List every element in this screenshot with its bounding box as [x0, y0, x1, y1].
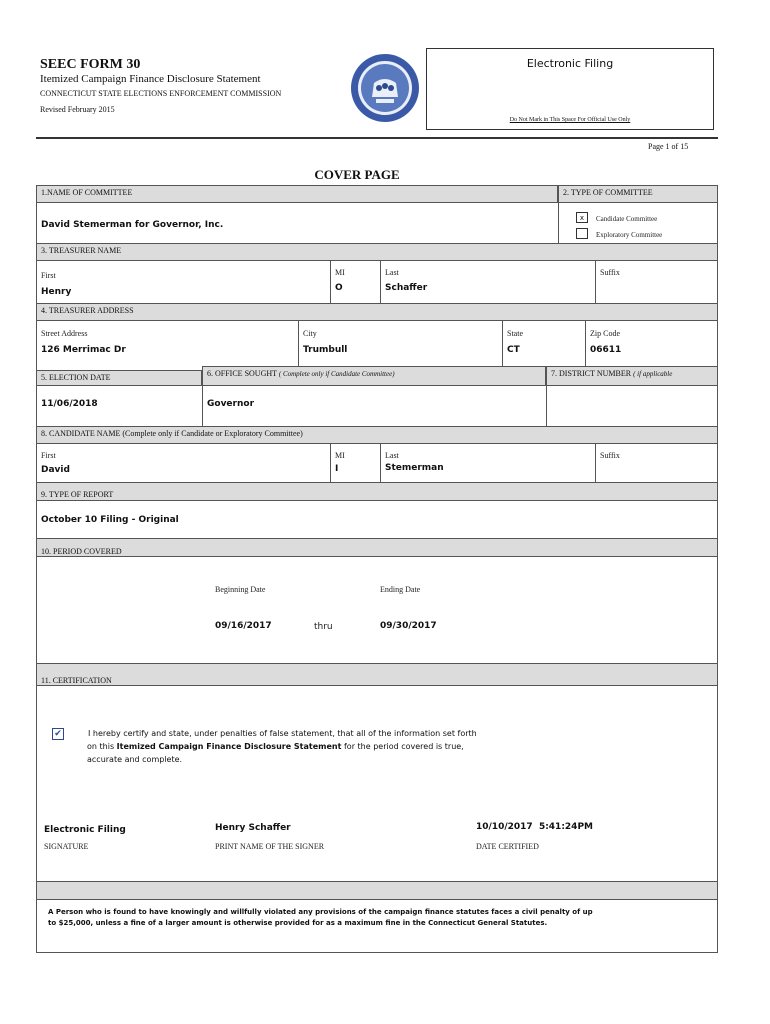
penalty-line-1: A Person who is found to have knowingly and willfully violated any provisions of the campaign finance statutes faces a civil penalty of up [48, 908, 593, 916]
form-subtitle: Itemized Campaign Finance Disclosure Statement [40, 73, 261, 85]
signer-name-label: PRINT NAME OF THE SIGNER [215, 842, 325, 851]
certification-line-2-pre: on this [87, 742, 117, 751]
beginning-date-label: Beginning Date [215, 585, 266, 594]
certification-line-2-post: for the period covered is true, [341, 742, 464, 751]
committee-name-bar: 1.NAME OF COMMITTEE [36, 185, 558, 203]
divider [330, 261, 331, 303]
state-label: State [507, 329, 523, 338]
divider [585, 321, 586, 366]
candidate-committee-checkbox[interactable]: x [576, 212, 588, 223]
form-title: SEEC FORM 30 [40, 57, 141, 72]
district-number-note: ( if applicable [633, 370, 673, 378]
city-label: City [303, 329, 317, 338]
date-certified-value: 10/10/2017 5:41:24PM [476, 822, 593, 832]
exploratory-committee-checkbox[interactable] [576, 228, 588, 239]
official-use-box [426, 48, 714, 130]
street-label: Street Address [41, 329, 88, 338]
election-date-value: 11/06/2018 [41, 399, 98, 409]
certification-line-3: accurate and complete. [87, 755, 183, 764]
divider [380, 444, 381, 482]
divider [298, 321, 299, 366]
treasurer-first-value: Henry [41, 287, 72, 297]
treasurer-name-bar: 3. TREASURER NAME [36, 243, 718, 261]
office-sought-value: Governor [207, 399, 255, 409]
district-number-label: 7. DISTRICT NUMBER [551, 369, 632, 378]
certification-line-2 [87, 742, 464, 751]
candidate-last-value: Stemerman [385, 463, 444, 473]
report-type-bar: 9. TYPE OF REPORT [36, 482, 718, 501]
header-divider [36, 137, 718, 139]
signature-label: SIGNATURE [44, 842, 89, 851]
treasurer-mi-label: MI [335, 268, 345, 277]
certification-line-1: I hereby certify and state, under penalties of false statement, that all of the information set forth [88, 729, 477, 738]
ending-date-label: Ending Date [380, 585, 421, 594]
divider [595, 444, 596, 482]
beginning-date-value: 09/16/2017 [215, 621, 272, 631]
divider [546, 386, 547, 426]
signature-value: Electronic Filing [44, 825, 126, 835]
candidate-first-value: David [41, 465, 70, 475]
penalty-line-2: to $25,000, unless a fine of a larger amount is otherwise provided for as a maximum fine in the Connecticut General Statutes. [48, 919, 548, 927]
treasurer-suffix-label: Suffix [600, 268, 620, 277]
official-box-title: Electronic Filing [526, 57, 614, 70]
candidate-suffix-label: Suffix [600, 451, 620, 460]
state-seal-icon [350, 53, 420, 123]
date-certified-label: DATE CERTIFIED [476, 842, 539, 851]
candidate-name-bar: 8. CANDIDATE NAME (Complete only if Candidate or Exploratory Committee) [36, 426, 718, 444]
office-sought-label: 6. OFFICE SOUGHT [207, 369, 277, 378]
zip-value: 06611 [590, 345, 622, 355]
cover-page-title: COVER PAGE [314, 167, 400, 182]
candidate-mi-value: I [335, 464, 339, 474]
ending-date-value: 09/30/2017 [380, 621, 437, 631]
revised-date: Revised February 2015 [40, 105, 115, 114]
report-type-value: October 10 Filing - Original [41, 515, 179, 525]
city-value: Trumbull [303, 345, 348, 355]
divider [202, 386, 203, 426]
divider [330, 444, 331, 482]
candidate-last-label: Last [385, 451, 399, 460]
treasurer-last-value: Schaffer [385, 283, 428, 293]
form-body [36, 185, 718, 953]
office-sought-bar [202, 366, 546, 386]
treasurer-mi-value: O [335, 283, 343, 293]
agency-name: CONNECTICUT STATE ELECTIONS ENFORCEMENT COMMISSION [40, 89, 282, 98]
treasurer-last-label: Last [385, 268, 399, 277]
signer-name-value: Henry Schaffer [215, 823, 291, 833]
candidate-first-label: First [41, 451, 56, 460]
candidate-committee-label: Candidate Committee [596, 215, 658, 223]
exploratory-committee-label: Exploratory Committee [596, 231, 663, 239]
statement-name: Itemized Campaign Finance Disclosure Statement [116, 742, 342, 751]
divider [380, 261, 381, 303]
page-indicator: Page 1 of 15 [648, 142, 689, 151]
certification-bar: 11. CERTIFICATION [36, 663, 718, 686]
thru-label: thru [314, 622, 333, 632]
treasurer-first-label: First [41, 271, 56, 280]
footer-bar [36, 881, 718, 900]
divider [502, 321, 503, 366]
treasurer-address-bar: 4. TREASURER ADDRESS [36, 303, 718, 321]
divider [595, 261, 596, 303]
official-box-note: Do Not Mark in This Space For Official Use Only [509, 117, 631, 123]
street-value: 126 Merrimac Dr [41, 345, 126, 355]
zip-label: Zip Code [590, 329, 620, 338]
period-covered-bar: 10. PERIOD COVERED [36, 538, 718, 557]
committee-type-bar: 2. TYPE OF COMMITTEE [558, 185, 718, 203]
divider [558, 203, 559, 243]
committee-name-value: David Stemerman for Governor, Inc. [41, 220, 224, 230]
state-value: CT [507, 345, 520, 355]
office-sought-note: ( Complete only if Candidate Committee) [278, 370, 395, 378]
district-number-bar [546, 366, 718, 386]
certify-checkbox[interactable]: ✔ [52, 728, 64, 740]
candidate-mi-label: MI [335, 451, 345, 460]
election-date-bar: 5. ELECTION DATE [36, 370, 202, 386]
